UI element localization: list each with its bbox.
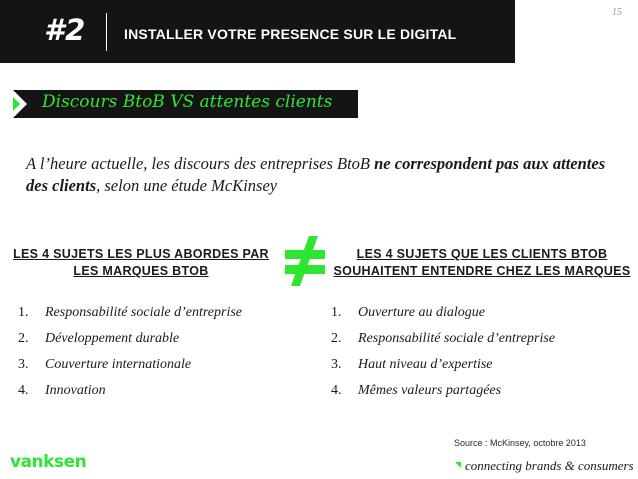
source-citation: Source : McKinsey, octobre 2013 bbox=[454, 438, 586, 448]
page-number: 15 bbox=[612, 7, 622, 18]
item-number: 3. bbox=[331, 357, 342, 372]
item-number: 4. bbox=[18, 383, 29, 398]
item-text: Haut niveau d’expertise bbox=[358, 357, 493, 372]
item-text: Responsabilité sociale d’entreprise bbox=[45, 305, 242, 320]
right-column-heading: LES 4 SUJETS QUE LES CLIENTS BTOB SOUHAITENT ENTENDRE CHEZ LES MARQUES bbox=[333, 247, 631, 278]
item-number: 1. bbox=[331, 305, 342, 320]
list-item bbox=[331, 357, 555, 383]
intro-text-2: , selon une étude McKinsey bbox=[96, 176, 278, 195]
list-item bbox=[331, 383, 555, 409]
item-number: 2. bbox=[18, 331, 29, 346]
item-text: Développement durable bbox=[45, 331, 180, 346]
item-text: Innovation bbox=[45, 383, 106, 398]
subtitle-arrow-icon bbox=[13, 97, 20, 111]
intro-highlight: ne correspondent pas aux attentes des clients bbox=[26, 154, 606, 195]
item-number: 2. bbox=[331, 331, 342, 346]
list-item bbox=[18, 357, 242, 383]
intro-paragraph bbox=[26, 153, 616, 197]
intro-text-1: A l’heure actuelle, les discours des entreprises BtoB bbox=[26, 154, 375, 173]
tagline-text: connecting brands & consumers bbox=[465, 458, 634, 473]
section-number: #2 bbox=[44, 13, 87, 47]
header-divider bbox=[106, 13, 107, 51]
subtitle: Discours BtoB VS attentes clients bbox=[42, 92, 333, 112]
header-title: INSTALLER VOTRE PRESENCE SUR LE DIGITAL bbox=[124, 26, 457, 42]
left-column-heading: LES 4 SUJETS LES PLUS ABORDES PAR LES MARQUES BTOB bbox=[13, 247, 269, 278]
item-number: 3. bbox=[18, 357, 29, 372]
not-equal-icon bbox=[283, 236, 327, 286]
tagline-mark-icon bbox=[455, 462, 461, 468]
item-text: Couverture internationale bbox=[45, 357, 192, 372]
right-topic-list bbox=[331, 305, 555, 409]
item-text: Responsabilité sociale d’entreprise bbox=[358, 331, 555, 346]
item-number: 1. bbox=[18, 305, 29, 320]
left-topic-list bbox=[18, 305, 242, 409]
header-bar bbox=[0, 0, 515, 63]
tagline bbox=[455, 458, 634, 474]
list-item bbox=[18, 383, 242, 409]
item-text: Ouverture au dialogue bbox=[358, 305, 486, 320]
item-number: 4. bbox=[331, 383, 342, 398]
list-item bbox=[18, 331, 242, 357]
list-item bbox=[18, 305, 242, 331]
item-text: Mêmes valeurs partagées bbox=[358, 383, 502, 398]
vanksen-logo: vanksen bbox=[10, 452, 87, 472]
list-item bbox=[331, 331, 555, 357]
list-item bbox=[331, 305, 555, 331]
